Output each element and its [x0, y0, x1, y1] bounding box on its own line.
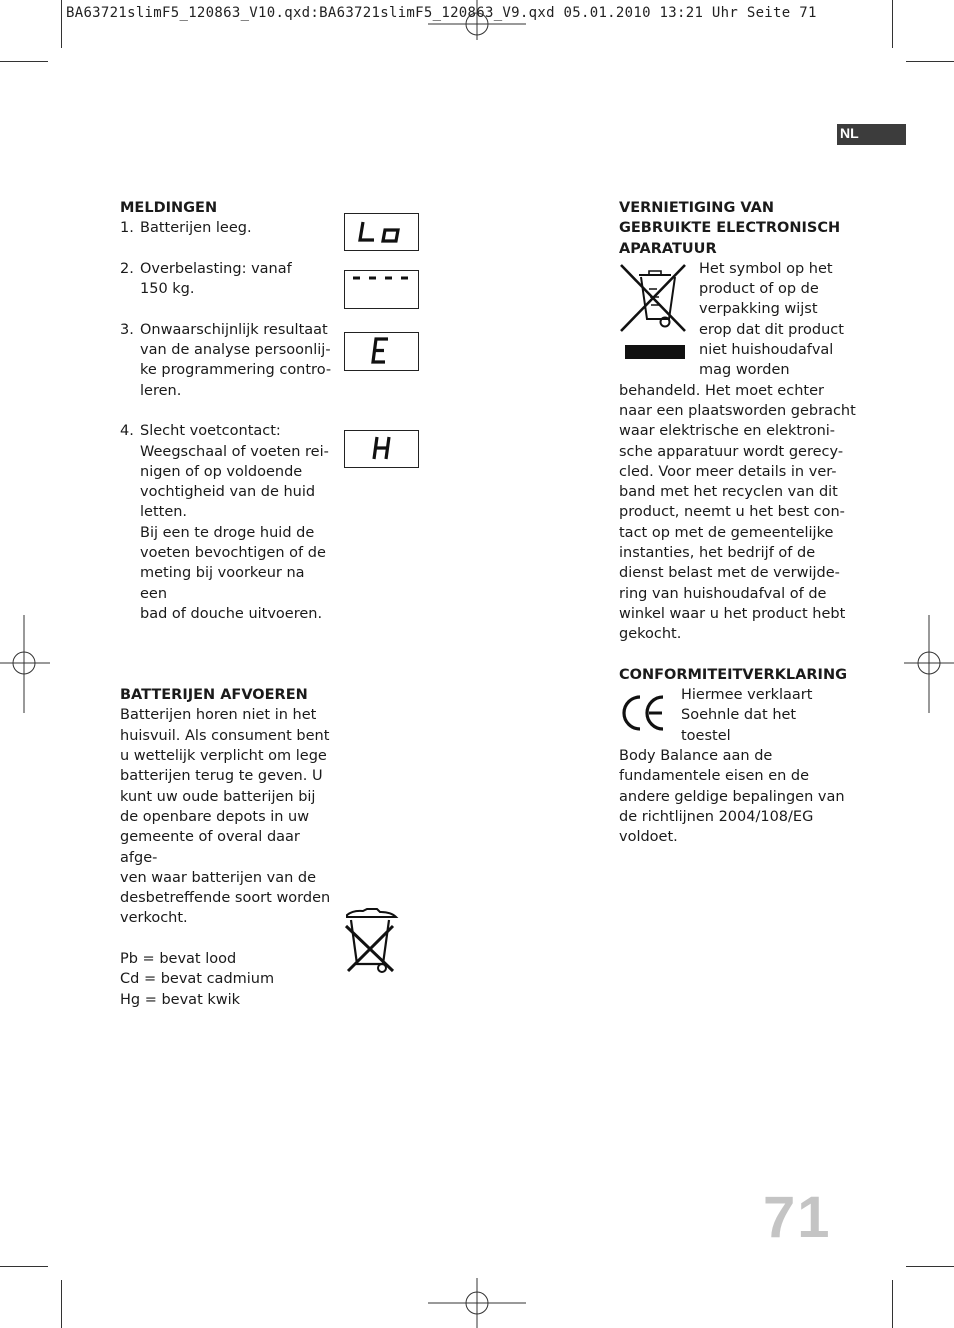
- crossed-wheelie-bin-icon: [619, 261, 691, 371]
- text-line: ven waar batterijen van de: [120, 869, 317, 886]
- ce-icon-wrap: [619, 685, 681, 745]
- text-line: waar elektrische en elektroni-: [619, 423, 836, 440]
- text-line: erop dat dit product: [699, 321, 844, 338]
- text-line: gemeente of overal daar afge-: [120, 829, 300, 866]
- text-line: Overbelasting: vanaf: [140, 260, 292, 277]
- display-error-icon: [344, 332, 419, 371]
- lcd-dashes-glyph: [345, 271, 417, 307]
- text-line: fundamentele eisen en de: [619, 768, 810, 785]
- list-item: [120, 218, 335, 238]
- crop-mark: [0, 61, 48, 62]
- heading-line: VERNIETIGING VAN: [619, 200, 774, 216]
- text-line: tact op met de gemeentelijke: [619, 524, 834, 541]
- item-text: [140, 421, 335, 624]
- ce-mark-icon: [619, 691, 669, 735]
- lcd-e-glyph: [345, 333, 417, 369]
- text-line: voeten bevochtigen of de: [140, 545, 326, 562]
- text-line: gekocht.: [619, 626, 682, 643]
- text-line: cled. Voor meer details in ver-: [619, 463, 837, 480]
- item-text: [140, 320, 335, 401]
- item-text: Batterijen leeg.: [140, 220, 252, 237]
- text-line: 150 kg.: [140, 281, 195, 298]
- text-line: naar een plaatsworden gebracht: [619, 402, 856, 419]
- crop-mark: [906, 61, 954, 62]
- text-line: bad of douche uitvoeren.: [140, 605, 323, 622]
- conformiteit-paragraph: [619, 685, 849, 847]
- crossed-bin-battery-icon: [343, 908, 401, 976]
- right-column: [619, 198, 856, 848]
- text-line: product, neemt u het best con-: [619, 504, 845, 521]
- text-line: instanties, het bedrijf of de: [619, 545, 816, 562]
- text-line: meting bij voorkeur na een: [140, 565, 305, 602]
- page-number: 71: [763, 1185, 832, 1250]
- meldingen-heading: MELDINGEN: [120, 200, 218, 216]
- text-line: huisvuil. Als consument bent: [120, 727, 330, 744]
- text-line: Bij een te droge huid de: [140, 524, 315, 541]
- text-line: verkocht.: [120, 910, 188, 927]
- display-overload-icon: [344, 270, 419, 309]
- text-line: letten.: [140, 504, 188, 521]
- crop-mark: [61, 1280, 62, 1328]
- text-line: Onwaarschijnlijk resultaat: [140, 321, 328, 338]
- text-line: de openbare depots in uw: [120, 808, 310, 825]
- crop-mark: [0, 1266, 48, 1267]
- crop-mark: [906, 1266, 954, 1267]
- text-line: winkel waar u het product hebt: [619, 605, 846, 622]
- heading-line: APARATUUR: [619, 240, 717, 257]
- vernietiging-paragraph: [619, 259, 856, 645]
- text-line: band met het recyclen van dit: [619, 484, 838, 501]
- display-lo-icon: [344, 213, 419, 251]
- text-line: Slecht voetcontact:: [140, 423, 281, 440]
- text-line: kunt uw oude batterijen bij: [120, 788, 316, 805]
- heading-line: GEBRUIKTE ELECTRONISCH: [619, 220, 841, 237]
- text-line: sche apparatuur wordt gerecy-: [619, 443, 844, 460]
- vernietiging-heading: [619, 198, 849, 259]
- text-line: ring van huishoudafval of de: [619, 585, 827, 602]
- text-line: ke programmering contro-: [140, 362, 332, 379]
- text-line: andere geldige bepalingen van: [619, 788, 845, 805]
- text-line: van de analyse persoonlij-: [140, 342, 331, 359]
- crop-mark: [892, 1280, 893, 1328]
- language-tab: NL: [837, 124, 906, 145]
- item-number: 2.: [120, 260, 134, 277]
- text-line: niet huishoudafval: [699, 342, 834, 359]
- text-line: dienst belast met de verwijde-: [619, 565, 840, 582]
- text-line: Batterijen horen niet in het: [120, 707, 317, 724]
- left-column: [120, 198, 335, 1010]
- crop-mark: [892, 0, 893, 48]
- item-number: 4.: [120, 423, 134, 440]
- chemical-item: Cd = bevat cadmium: [120, 971, 275, 988]
- registration-mark-left: [0, 615, 50, 713]
- list-item: [120, 259, 335, 300]
- registration-mark-bottom: [428, 1278, 526, 1328]
- text-line: leren.: [140, 382, 182, 399]
- text-line: mag worden: [699, 362, 790, 379]
- text-line: Weegschaal of voeten rei-: [140, 443, 329, 460]
- text-line: product of op de: [699, 281, 819, 298]
- text-line: nigen of op voldoende: [140, 463, 303, 480]
- lcd-h-glyph: [345, 431, 417, 466]
- list-item: [120, 320, 335, 401]
- lcd-lo-glyph: [345, 214, 417, 249]
- crop-mark: [61, 0, 62, 48]
- item-number: 3.: [120, 321, 134, 338]
- text-line: desbetreffende soort worden: [120, 890, 331, 907]
- text-line: Hiermee verklaart: [681, 687, 813, 704]
- chemical-item: Hg = bevat kwik: [120, 991, 241, 1008]
- text-line: voldoet.: [619, 829, 678, 846]
- text-line: Soehnle dat het toestel: [681, 707, 797, 744]
- item-number: 1.: [120, 220, 134, 237]
- display-h-icon: [344, 430, 419, 468]
- batterijen-heading: BATTERIJEN AFVOEREN: [120, 687, 308, 704]
- registration-mark-right: [904, 615, 954, 713]
- chemical-item: Pb = bevat lood: [120, 950, 237, 967]
- weee-icon-wrap: [619, 259, 699, 380]
- chemicals-list: [120, 949, 335, 1010]
- item-text: [140, 259, 335, 300]
- text-line: de richtlijnen 2004/108/EG: [619, 808, 814, 825]
- text-line: behandeld. Het moet echter: [619, 382, 824, 399]
- registration-mark-top: [428, 0, 526, 50]
- text-line: vochtigheid van de huid: [140, 484, 316, 501]
- text-line: Body Balance aan de: [619, 748, 773, 765]
- text-line: verpakking wijst: [699, 301, 818, 318]
- list-item: [120, 421, 335, 624]
- print-slug: BA63721slimF5_120863_V10.qxd:BA63721slimF5_120863_V9.qxd 05.01.2010 13:21 Uhr Seite 71: [66, 5, 817, 21]
- text-line: batterijen terug te geven. U: [120, 768, 323, 785]
- text-line: u wettelijk verplicht om lege: [120, 748, 327, 765]
- text-line: Het symbol op het: [699, 260, 833, 277]
- batterijen-paragraph: [120, 705, 335, 928]
- conformiteit-heading: CONFORMITEITVERKLARING: [619, 666, 847, 683]
